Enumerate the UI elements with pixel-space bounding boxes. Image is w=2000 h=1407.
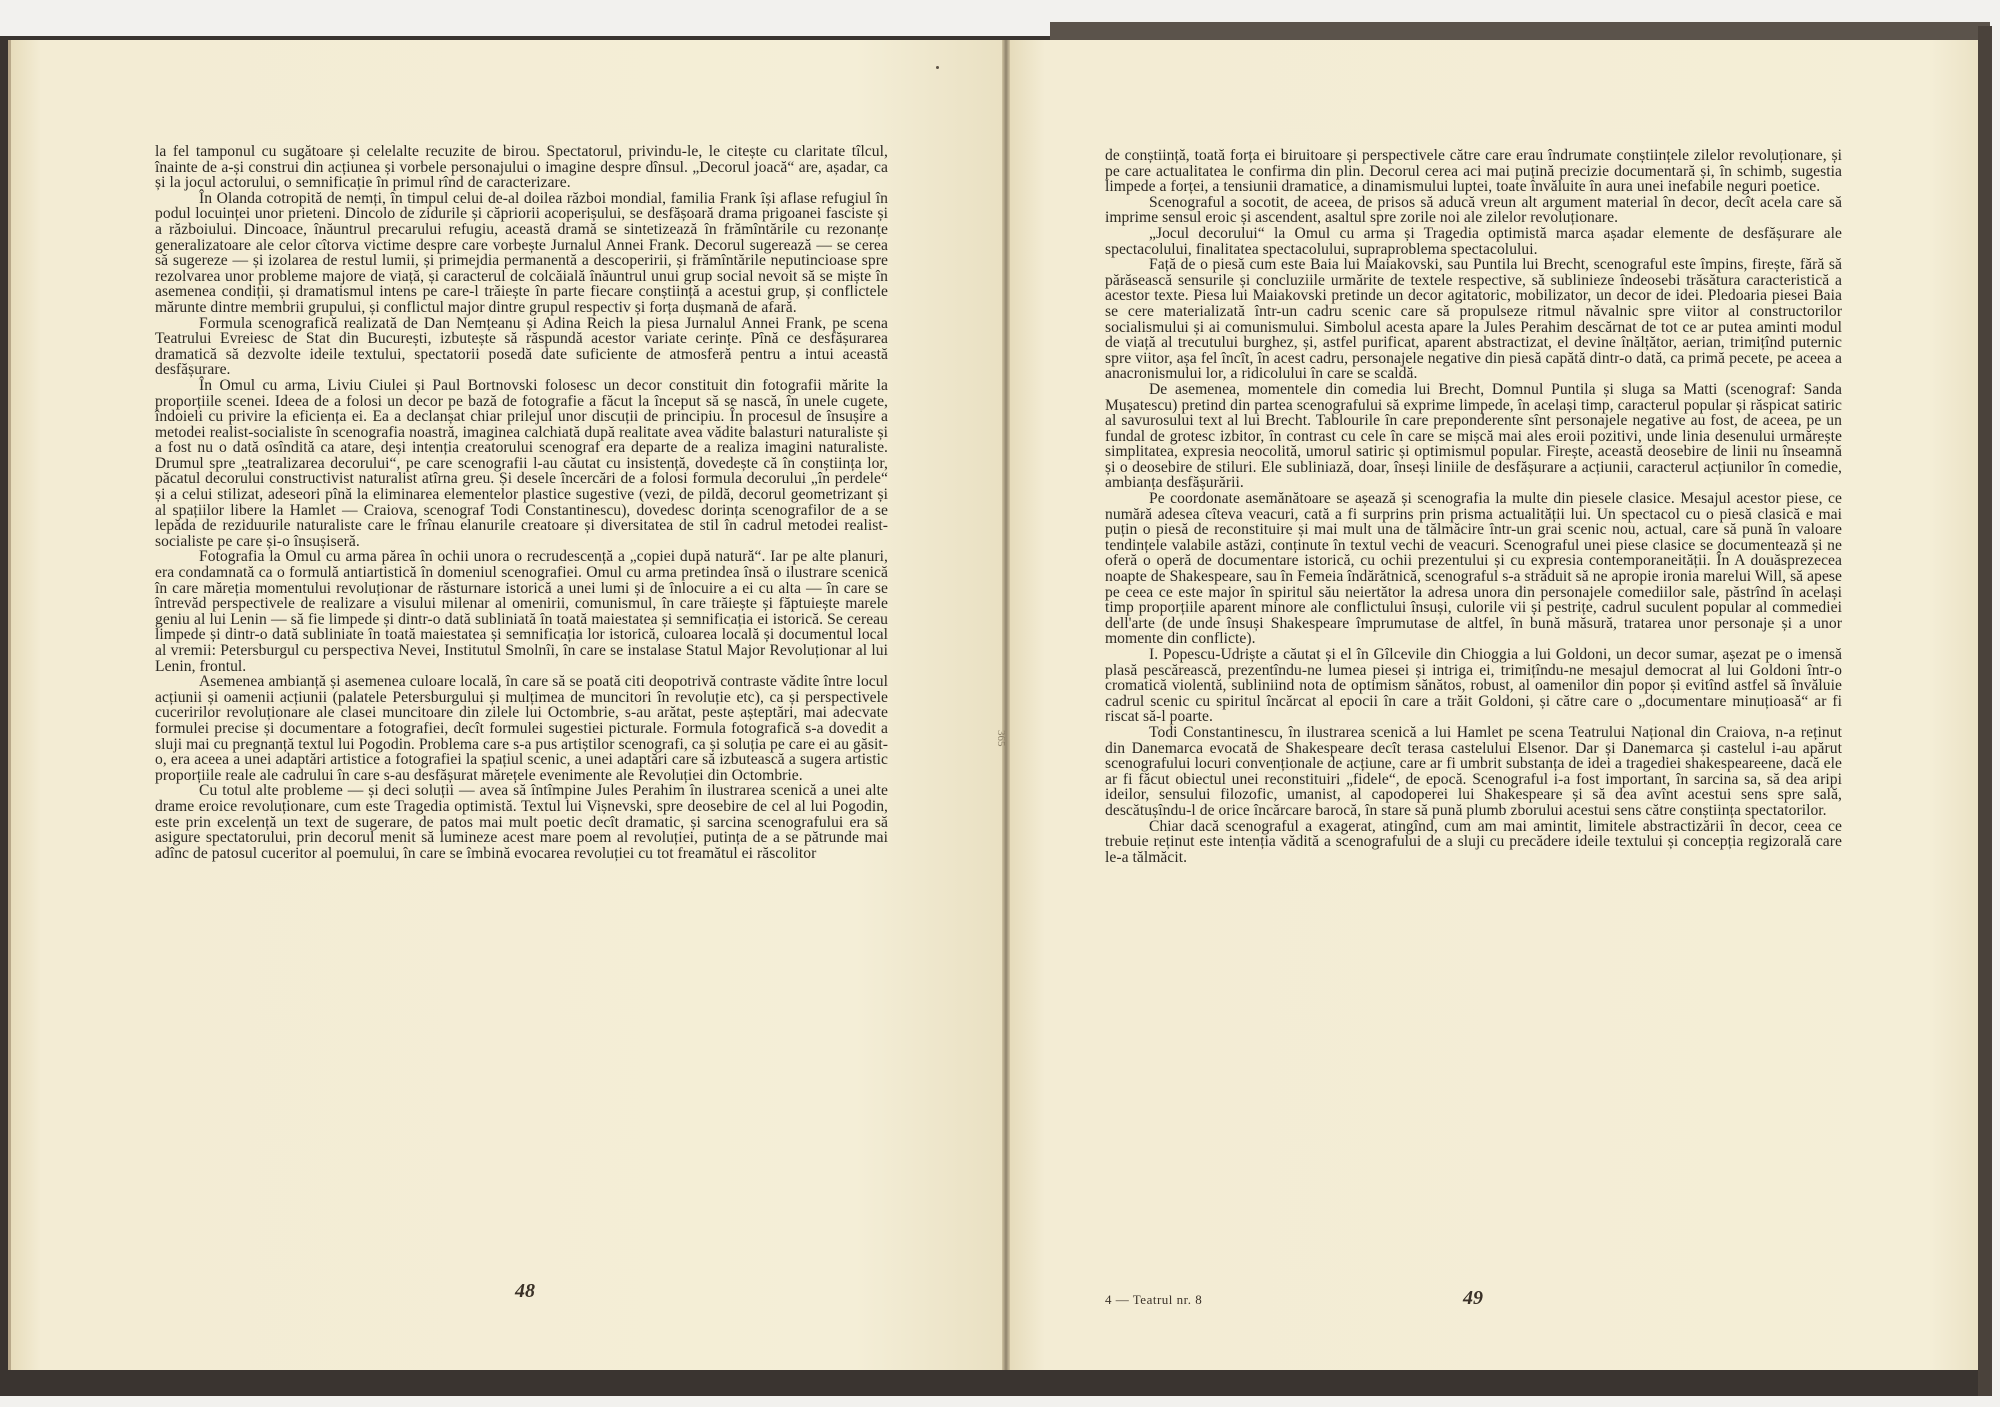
paragraph: Formula scenografică realizată de Dan Nemțeanu și Adina Reich la piesa Jurnalul Annei Frank, pe scena Teatrului Evreiesc de Stat din București, izbutește să răspundă acestor variate cerințe. Pînă ce desfășurarea dramatică să dezvolte ideile textului, spectatorii posedă date suficiente de atmosferă pentru a intui această desfășurare.	[155, 314, 888, 379]
paragraph: la fel tamponul cu sugătoare și celelalte recuzite de birou. Spectatorul, privindu-le, le citește cu claritate tîlcul, înainte de a-și construi din acțiunea și vorbele personajului o imagine despre dînsul. „Decorul joacă“ are, așadar, ca și la jocul actorului, o semnificație în primul rînd de caracterizare.	[155, 143, 888, 192]
page-footer: 4 — Teatrul nr. 8	[1105, 1292, 1203, 1307]
paragraph: Pe coordonate asemănătoare se așează și scenografia la multe din piesele clasice. Mesajul acestor piese, ce numără adesea cîteva veacuri, cată a fi surprins prin prisma actualității lui. Un spectacol cu o piesă clasică e mai puțin o piesă de reconstituire și mai mult una de tălmăcire într-un grai scenic nou, actual, care să pună în valoare tendințele valabile astăzi, conținute în textul vechi de veacuri. Scenograful unei piese clasice se documentează și ne oferă o operă de documentare istorică, cu ochii prezentului și cu expresia contemporaneității. În A douăsprezecea noapte de Shakespeare, sau în Femeia îndărătnică, scenograful s-a străduit să ne apropie ironia marelui Will, să apese pe ceea ce este major în spiritul său neiertător la adresa unora din personajele comediilor sale, păstrînd în același timp proporțiile aparent minore ale conflictului însuși, culorile vii și pestrițe, cadrul suculent popular al commediei dell'arte (de unde însuși Shakespeare împrumutase de altfel, în bună măsură, tratarea unor personaje și a unor momente din conflicte).	[1105, 490, 1842, 648]
paragraph: Fotografia la Omul cu arma părea în ochii unora o recrudescență a „copiei după natură“. Iar pe alte planuri, era condamnată ca o formulă antiartistică în domeniul scenografiei. Omul cu arma pretindea însă o ilustrare scenică în care măreția momentului revoluționar de răsturnare istorică a unei lumi și de înlocuire a ei cu alta — în care se întrevăd perspectivele de realizare a visului milenar al omenirii, comunismul, în care trăiește și făptuiește marele geniu al lui Lenin — să fie limpede și dintr-o dată subliniată în toată maiestatea și semnificația ei istorică. Se cereau limpede și dintr-o dată subliniate în toată maiestatea și semnificația lor istorică, culoarea locală și documentul local al vremii: Petersburgul cu perspectiva Nevei, Institutul Smolnîi, în care se instalase Statul Major Revoluționar al lui Lenin, frontul.	[155, 548, 888, 675]
paragraph: În Olanda cotropită de nemți, în timpul celui de-al doilea război mondial, familia Frank își aflase refugiul în podul locuinței unor prieteni. Dincolo de zidurile și căpriorii acoperișului, se desfășoară drama prigoanei fasciste și a războiului. Dincoace, înăuntrul precarului refugiu, această dramă se sintetizează în frămîntările cu rezonanțe generalizatoare ale celor cîtorva victime despre care vorbește Jurnalul Annei Frank. Decorul sugerează — se cerea să sugereze — și izolarea de restul lumii, și primejdia permanentă a descoperirii, și frămîntările neputincioase spre rezolvarea unor probleme majore de viață, și caracterul de colcăială înăuntrul unui grup social nevoit să se miște în asemenea condiții, și dramatismul intens pe care-l trăiește în parte fiecare conștiință a acestui grup, și conflictele mărunte dintre membrii grupului, și conflictul major dintre grupul respectiv și forța dușmană de afară.	[155, 189, 888, 316]
paragraph: Scenograful a socotit, de aceea, de prisos să aducă vreun alt argument material în decor, decît acela care să imprime sensul eroic și ascendent, asaltul spre zorile noi ale zilelor revoluționare.	[1105, 193, 1842, 227]
cover-top-edge	[1050, 22, 1990, 42]
paragraph: Asemenea ambianță și asemenea culoare locală, în care să se poată citi deopotrivă contraste vădite între locul acțiunii și oamenii acțiunii (palatele Petersburgului și mulțimea de muncitori în revoluție etc), ca și perspectivele cuceririlor revoluționare ale clasei muncitoare din zilele lui Octombrie, s-au arătat, peste așteptări, mai adecvate formulei precise și documentare a fotografiei, decît formulei sugestiei picturale. Formula fotografică s-a dovedit a sluji mai cu pregnanță textul lui Pogodin. Problema care s-a pus artiștilor scenografi, ca și soluția pe care ei au găsit-o, era aceea a unei adaptări artistice a fotografiei la spațiul scenic, a unei adaptări care să izbutească a sugera artistic proporțiile reale ale cadrului în care s-au desfășurat mărețele evenimente ale Revoluției din Octombrie.	[155, 673, 888, 784]
paragraph: Todi Constantinescu, în ilustrarea scenică a lui Hamlet pe scena Teatrului Național din Craiova, n-a reținut din Danemarca evocată de Shakespeare decît terasa castelului Elsenor. Dar și Danemarca și castelul i-au apărut scenografului locuri convenționale de acțiune, care ar fi umbrit substanța de idei a tragediei shakespeareene, dacă ele ar fi făcut obiectul unei reconstituiri „fidele“, de epocă. Scenograful i-a fost important, în sarcina sa, să dea aripi ideilor, sensului filozofic, umanist, al capodoperei lui Shakespeare și să dea avînt acestui sens spre sală, descătușîndu-l de orice încărcare barocă, în stare să pună plumb zborului acestui sens către conștiința spectatorilor.	[1105, 723, 1842, 819]
paragraph: Chiar dacă scenograful a exagerat, atingînd, cum am mai amintit, limitele abstractizării în decor, ceea ce trebuie reținut este intenția vădită a scenografului de a sluji cu precădere ideile textului și concepția regizorală care le-a tălmăcit.	[1105, 817, 1842, 866]
paragraph: de conștiință, toată forța ei biruitoare și perspectivele către care erau îndrumate conștiințele zilelor revoluționare, și pe care actualitatea le confirma din plin. Decorul cerea aci mai puțină precizie documentară și, în schimb, sugestia limpede a forței, a tensiunii dramatice, a dinamismului luptei, toate învăluite în aura unei inefabile neguri poetice.	[1105, 147, 1842, 196]
cover-right-edge	[1978, 26, 1992, 1396]
page-number-left: 48	[515, 1280, 535, 1302]
paragraph: De asemenea, momentele din comedia lui Brecht, Domnul Puntila și sluga sa Matti (scenograf: Sanda Mușatescu) pretind din partea scenografului să exprime limpede, în același timp, caracterul popular și răspicat satiric al savurosului text al lui Brecht. Tablourile în care preponderente sînt personajele negative au fost, de aceea, pe un fundal de grotesc izbitor, în contrast cu cele în care se mișcă mai ales eroii pozitivi, unde linia desenului urmărește simplitatea, expresia neocolită, umorul satiric și optimismul popular. Firește, această deosebire de linii nu înseamnă și o deosebire de stiluri. Ele subliniază, doar, înseși liniile de desfășurare a acțiunii, caracterul acțiunilor în comedie, ambianța desfășurării.	[1105, 380, 1842, 492]
paragraph: „Jocul decorului“ la Omul cu arma și Tragedia optimistă marca așadar elemente de desfășurare ale spectacolului, finalitatea spectacolului, supraproblema spectacolului.	[1105, 224, 1842, 258]
paragraph: Cu totul alte probleme — și deci soluții — avea să întîmpine Jules Perahim în ilustrarea scenică a unei alte drame eroice revoluționare, cum este Tragedia optimistă. Textul lui Vișnevski, spre deosebire de cel al lui Pogodin, este prin excelență un text de sugerare, de patos mai mult poetic decît dramatic, și sarcina scenografului era să asigure spectatorului, prin decorul menit să lumineze acest mare poem al revoluției, putința de a se pătrunde mai adînc de patosul cuceritor al poemului, în care se îmbină evocarea revoluției cu tot freamătul ei răscolitor	[155, 782, 888, 862]
paragraph: Față de o piesă cum este Baia lui Maiakovski, sau Puntila lui Brecht, scenograful este împins, firește, fără să părăsească sensurile și concluziile urmărite de textele respective, să sublinieze îndeosebi trăsătura caracteristică a acestor texte. Piesa lui Maiakovski pretinde un decor agitatoric, mobilizator, un decor de idei. Pledoaria piesei Baia se cere materializată într-un cadru scenic care să propulseze ritmul năvalnic spre viitor al constructorilor socialismului și ai comunismului. Simbolul acesta apare la Jules Perahim descărnat de tot ce ar putea aminti modul de viață al trecutului burghez, și, astfel purificat, aparent abstractizat, el devine înălțător, aerian, trimițînd puternic spre viitor, așa fel încît, în acest cadru, personajele negative din piesă capătă dintr-o dată, ca primă pecete, pe aceea a anacronismului lor, a ridicolului în care se scaldă.	[1105, 256, 1842, 383]
left-text-column	[155, 144, 888, 861]
paragraph: I. Popescu-Udriște a căutat și el în Gîlcevile din Chioggia a lui Goldoni, un decor sumar, așezat pe o imensă plasă pescărească, prezentîndu-ne lumea piesei și intriga ei, trimițîndu-ne mesajul democrat al lui Goldoni într-o cromatică violentă, subliniind nota de optimism sănătos, robust, al oamenilor din popor și evitînd astfel să învăluie cadrul scenic cu spiritul încărcat al epocii în care a trăit Goldoni, și către care o „documentare minuțioasă“ ar fi riscat să-l poarte.	[1105, 646, 1842, 726]
right-text-column	[1105, 148, 1842, 865]
speck	[936, 66, 939, 69]
page-number-right: 49	[1463, 1287, 1483, 1309]
book-gutter	[1002, 40, 1010, 1370]
gutter-mark: 365	[995, 730, 1007, 747]
paragraph: În Omul cu arma, Liviu Ciulei și Paul Bortnovski folosesc un decor constituit din fotografii mărite la proporțiile scenei. Ideea de a folosi un decor pe bază de fotografie a făcut la început să se nască, în unele cugete, îndoieli cu privire la eficiența ei. Ea a declanșat chiar prilejul unor discuții de principiu. În procesul de însușire a metodei realist-socialiste în scenografia noastră, imaginea calchiată după realitate avea vădite balasturi naturaliste și a fost nu o dată osîndită ca atare, deși intenția creatorului scenograf era departe de a realiza imagini naturaliste. Drumul spre „teatralizarea decorului“, pe care scenografii l-au căutat cu insistență, dovedește că în conștiința lor, păcatul decorului constructivist naturalist atîrna greu. Și desele încercări de a folosi formula decorului „în perdele“ și a celui stilizat, adeseori pînă la eliminarea elementelor plastice sugestive (vezi, de pildă, decorul geometrizant și al spațiilor libere la Hamlet — Craiova, scenograf Todi Constantinescu), dovedesc dorința scenografilor de a se lepăda de reziduurile naturaliste care le frînau elanurile creatoare și diversitatea de stil în cadrul metodei realist-socialiste pe care și-o însușiseră.	[155, 376, 888, 550]
